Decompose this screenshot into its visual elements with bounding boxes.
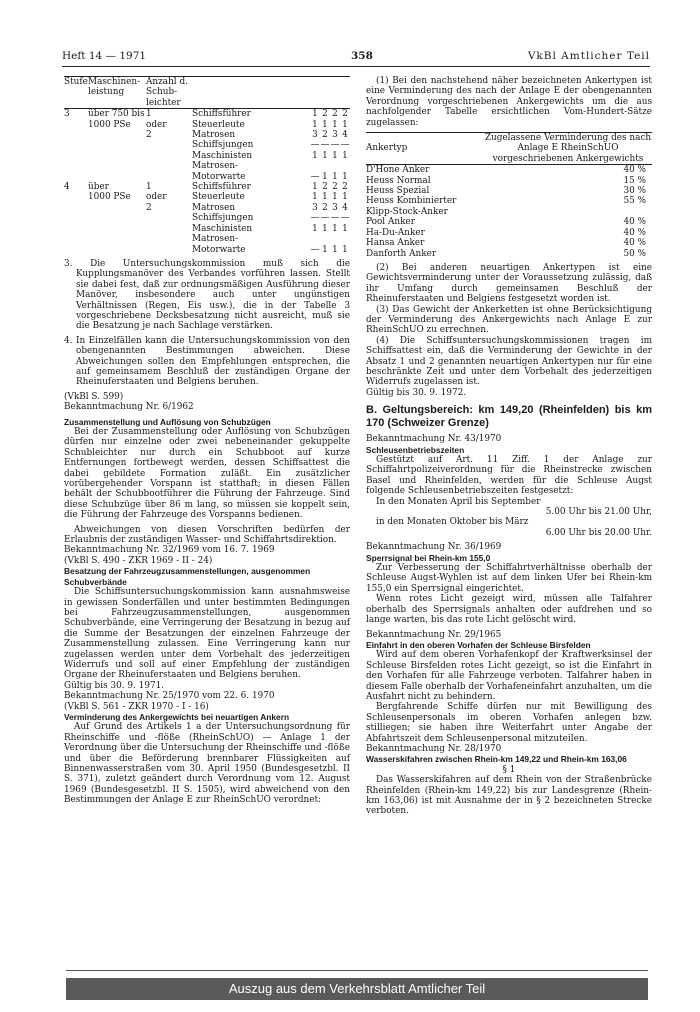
crew-cell <box>146 234 192 244</box>
crew-cell: 1 <box>332 119 338 130</box>
anchor-row <box>366 238 652 248</box>
hours-summer: 5.00 Uhr bis 21.00 Uhr, <box>545 507 652 518</box>
anchor-row <box>366 249 652 259</box>
crew-cell: Motorwarte <box>192 244 246 255</box>
right-column <box>366 76 652 817</box>
crew-cell: 1 <box>322 223 328 234</box>
anchor-row <box>366 176 652 186</box>
crew-cell: 1 <box>322 192 328 203</box>
crew-table-row <box>64 192 350 202</box>
text-schleusenbetriebszeiten: Gestützt auf Art. 11 Ziff. 1 der Anlage zur Schiffahrtpolizeiverordnung für die Rheinstrecke zwischen Basel und Rheinfelden, werden für die Schleuse Augst folgende Schleusenbetriebszeiten festgesetzt: <box>366 455 652 497</box>
crew-table-row <box>64 213 350 223</box>
crew-cell: 1 <box>342 171 348 182</box>
anchor-type: Danforth Anker <box>366 248 437 259</box>
anchor-type: Pool Anker <box>366 217 415 228</box>
anchor-table <box>366 132 652 259</box>
anchor-type: Ha-Du-Anker <box>366 227 425 238</box>
crew-cell: — <box>320 140 330 151</box>
crew-cell: Matrosen- <box>192 161 239 172</box>
anchor-reduction: 55 % <box>623 196 646 207</box>
months-summer: In den Monaten April bis September <box>376 496 541 507</box>
crew-cell <box>88 234 146 244</box>
anchor-intro: (1) Bei den nachstehend näher bezeichneten Ankertypen ist eine Verminderung des nach der Anlage E der obengenannten Verordnung vorgeschriebenen Ankergewichts um die aus nachfolgender Tabelle ersichtlichen Vom-Hundert-Sätze zugelassen: <box>366 76 652 128</box>
bekanntmachung-29-1965: Bekanntmachung Nr. 29/1965 <box>366 629 502 640</box>
crew-cell: 1 <box>342 150 348 161</box>
crew-cell: 3 <box>312 130 318 141</box>
crew-cell: Matrosen- <box>192 234 239 245</box>
footer-banner: Auszug aus dem Verkehrsblatt Amtlicher Teil <box>66 978 648 1000</box>
crew-cell <box>88 245 146 255</box>
anchor-header-type: Ankertyp <box>366 133 484 165</box>
bekanntmachung-36-1969: Bekanntmachung Nr. 36/1969 <box>366 542 502 553</box>
crew-cell: — <box>310 140 320 151</box>
anchor-reduction: 40 % <box>623 238 646 249</box>
crew-cell: Maschinisten <box>192 150 253 161</box>
bekanntmachung-28-1970: Bekanntmachung Nr. 28/1970 <box>366 743 502 754</box>
crew-cell <box>64 245 88 255</box>
crew-cell <box>64 192 88 202</box>
ref-490: (VkBl S. 490 - ZKR 1969 - II - 24) <box>64 555 213 566</box>
crew-cell <box>340 234 350 244</box>
crew-cell <box>146 224 192 234</box>
anchor-row <box>366 196 652 217</box>
crew-cell <box>64 120 88 130</box>
crew-cell: 1 <box>332 150 338 161</box>
crew-cell: 1 <box>342 192 348 203</box>
crew-cell <box>310 161 320 171</box>
crew-table-row <box>64 172 350 182</box>
anchor-row <box>366 186 652 196</box>
crew-table <box>64 76 350 255</box>
crew-cell <box>146 172 192 182</box>
crew-cell: 2 <box>146 202 152 213</box>
crew-cell <box>88 224 146 234</box>
crew-cell <box>146 213 192 223</box>
crew-header-anzahl: Anzahl d. Schub-leichter <box>146 77 192 109</box>
crew-cell <box>320 161 330 171</box>
text-wasserski: Das Wasserskifahren auf dem Rhein von der Straßenbrücke Rheinfelden (Rhein-km 149,22) bis zur Landesgrenze (Rhein-km 163,06) ist mit Ausnahme der in § 2 bezeichneten Strecke verboten. <box>366 775 652 817</box>
text-besatzung: Die Schiffsuntersuchungskommission kann ausnahmsweise in gewissen Sonderfällen und unter bestimmten Bedingungen bei Fahrzeugzusammenstellungen, ausgenommen Schubverbände, eine Verringerung der Besatzung in bezug auf die Summe der Besatzungen der einzelnen Fahrzeuge der Zusammenstellung zulassen. Eine Verringerung kann nur zugelassen werden unter dem Vorbehalt des jederzeitigen Widerrufs und soll auf einer Empfehlung der zuständigen Organe der Rheinuferstaaten und Belgiens beruhen. <box>64 587 350 681</box>
crew-cell: 3 <box>332 130 338 141</box>
crew-cell <box>64 234 88 244</box>
crew-cell: — <box>330 140 340 151</box>
crew-cell <box>64 172 88 182</box>
header-publication: VkBl Amtlicher Teil <box>527 50 650 62</box>
hours-winter: 6.00 Uhr bis 20.00 Uhr. <box>545 527 652 538</box>
anchor-reduction: 40 % <box>623 217 646 228</box>
section-b-heading: B. Geltungsbereich: km 149,20 (Rheinfelden) bis km 170 (Schweizer Grenze) <box>366 404 652 430</box>
crew-cell <box>64 161 88 171</box>
crew-cell: 4 <box>342 202 348 213</box>
paragraph-1-sign: § 1 <box>502 764 516 775</box>
header-rule <box>62 66 650 67</box>
crew-cell: 1000 PSe <box>88 119 131 130</box>
crew-cell: oder <box>146 119 167 130</box>
crew-cell: 3 <box>312 202 318 213</box>
months-winter: in den Monaten Oktober bis März <box>376 517 529 528</box>
crew-cell: Steuerleute <box>192 192 245 203</box>
crew-header-blank <box>192 77 350 109</box>
heading-ankergewicht: Verminderung des Ankergewichts bei neuartigen Ankern <box>64 711 290 722</box>
heading-wasserski: Wasserskifahren zwischen Rhein-km 149,22 und Rhein-km 163,06 <box>366 754 627 765</box>
anchor-type: Heuss Normal <box>366 175 431 186</box>
crew-cell: über <box>88 182 109 193</box>
anchor-reduction: 15 % <box>623 175 646 186</box>
crew-cell <box>146 140 192 150</box>
text-birsfelden-2: Bergfahrende Schiffe dürfen nur mit Bewilligung des Schleusenpersonals im oberen Vorhafen anlegen bzw. stilliegen; sie haben ihre Weiterfahrt unter Angabe der Abfahrtszeit dem Schleusenpersonal mitzuteilen. <box>366 702 652 744</box>
crew-cell: 1 <box>342 119 348 130</box>
crew-cell: über 750 bis <box>88 109 145 120</box>
crew-cell: Steuerleute <box>192 119 245 130</box>
crew-cell: — <box>310 171 320 182</box>
crew-cell <box>64 224 88 234</box>
page-header <box>62 50 650 64</box>
crew-table-row <box>64 109 350 120</box>
valid-1971: Gültig bis 30. 9. 1971. <box>64 680 165 691</box>
crew-cell: 2 <box>342 182 348 193</box>
crew-cell: Matrosen <box>192 202 236 213</box>
crew-table-row <box>64 120 350 130</box>
crew-cell <box>146 245 192 255</box>
crew-cell: 2 <box>146 130 152 141</box>
crew-cell <box>64 213 88 223</box>
crew-cell: 1 <box>146 182 152 193</box>
crew-table-row <box>64 130 350 140</box>
crew-cell: — <box>310 244 320 255</box>
crew-cell: 2 <box>322 182 328 193</box>
anchor-row <box>366 228 652 238</box>
valid-1972: Gültig bis 30. 9. 1972. <box>366 387 467 398</box>
text-ankergewicht: Auf Grund des Artikels 1 a der Untersuchungsordnung für Rheinschiffe und -flöße (RheinSchUO) — Anlage 1 der Verordnung über die Untersuchung der Rheinschiffe und -flöße und über die Beförderung brennbarer Flüssigkeiten auf Binnenwasserstraßen vom 30. April 1950 (Bundesgesetzbl. II S. 371), zuletzt geändert durch Verordnung vom 12. August 1969 (Bundesgesetzbl. II S. 1505), wird abweichend von den Bestimmungen der Anlage E zur RheinSchUO verordnet: <box>64 722 350 806</box>
anchor-reduction: 30 % <box>623 186 646 197</box>
anchor-reduction: 40 % <box>623 227 646 238</box>
anchor-row <box>366 217 652 227</box>
crew-cell: oder <box>146 192 167 203</box>
heading-schubzuege: Zusammenstellung und Auflösung von Schubzügen <box>64 416 271 427</box>
crew-cell: 2 <box>332 182 338 193</box>
crew-header-stufe: Stufe <box>64 77 88 109</box>
anchor-para-2: (2) Bei anderen neuartigen Ankertypen ist eine Gewichtsverminderung unter der Voraussetzung zulässig, daß ihr Umfang durch gemeinsamen Beschluß der Rheinuferstaaten und Belgiens festgesetzt worden ist. <box>366 262 652 305</box>
item-3: 3. Die Untersuchungskommission muß sich die Kupplungsmanöver des Verbandes vorführen lassen. Stellt sie dabei fest, daß zur ordnungsmäßigen Ausführung dieser Manöver, insbesondere auch unter ungünstigen Verhältnissen (Regen, Eis usw.), die in der Tabelle 3 vorgeschriebene Decksbesatzung nicht ausreicht, muß sie die Besatzung je nach Sachlage verstärken. <box>64 258 350 332</box>
heading-birsfelden: Einfahrt in den oberen Vorhafen der Schleuse Birsfelden <box>366 639 591 650</box>
heading-besatzung: Besatzung der Fahrzeugzusammenstellungen, ausgenommen Schubverbände <box>64 566 311 587</box>
crew-cell: 1 <box>312 223 318 234</box>
anchor-table-header <box>366 133 652 165</box>
crew-cell: 1 <box>332 244 338 255</box>
left-column <box>64 76 350 806</box>
anchor-reduction: 50 % <box>623 248 646 259</box>
crew-table-header <box>64 77 350 109</box>
page-number: 358 <box>351 50 373 62</box>
crew-cell: Motorwarte <box>192 171 246 182</box>
crew-cell: 1 <box>322 150 328 161</box>
crew-table-row <box>64 203 350 213</box>
crew-cell: 1000 PSe <box>88 192 131 203</box>
anchor-reduction: 40 % <box>623 165 646 176</box>
crew-table-row <box>64 140 350 150</box>
crew-cell: 3 <box>64 109 70 120</box>
anchor-para-3: (3) Das Gewicht der Ankerketten ist ohne Berücksichtigung der Verminderung des Ankergewichts nach Anlage E zur RheinSchUO zu errechnen. <box>366 304 652 336</box>
crew-cell: Schiffsführer <box>192 109 251 120</box>
crew-cell: 1 <box>332 192 338 203</box>
crew-cell: 3 <box>332 202 338 213</box>
crew-cell: Schiffsjungen <box>192 213 254 224</box>
crew-cell: 1 <box>342 223 348 234</box>
crew-table-row <box>64 245 350 255</box>
bekanntmachung-32-1969: Bekanntmachung Nr. 32/1969 vom 16. 7. 1969 <box>64 545 275 556</box>
crew-cell: 2 <box>322 130 328 141</box>
crew-cell <box>88 140 146 150</box>
crew-cell <box>88 130 146 140</box>
crew-table-row <box>64 182 350 192</box>
anchor-type: Hansa Anker <box>366 238 425 249</box>
crew-cell: 4 <box>64 182 70 193</box>
crew-table-row <box>64 161 350 171</box>
bekanntmachung-6-1962: Bekanntmachung Nr. 6/1962 <box>64 402 194 413</box>
crew-cell: 1 <box>312 119 318 130</box>
ref-599: (VkBl S. 599) <box>64 391 124 402</box>
crew-cell: 1 <box>146 109 152 120</box>
anchor-type: Heuss Spezial <box>366 186 430 197</box>
crew-cell <box>88 213 146 223</box>
anchor-header-reduction: Zugelassene Verminderung des nach Anlage E RheinSchUO vorgeschriebenen Ankergewichts <box>484 133 652 164</box>
crew-cell <box>146 151 192 161</box>
crew-cell <box>320 234 330 244</box>
crew-cell <box>88 172 146 182</box>
crew-cell: Matrosen <box>192 130 236 141</box>
anchor-type: D'Hone Anker <box>366 165 430 176</box>
crew-cell <box>340 161 350 171</box>
crew-cell: 4 <box>342 130 348 141</box>
crew-cell: 1 <box>312 192 318 203</box>
bekanntmachung-43-1970: Bekanntmachung Nr. 43/1970 <box>366 434 502 445</box>
crew-cell: 1 <box>322 119 328 130</box>
crew-table-row <box>64 234 350 244</box>
crew-cell: 2 <box>322 109 328 120</box>
crew-cell: 2 <box>332 109 338 120</box>
crew-cell: Schiffsführer <box>192 182 251 193</box>
crew-cell: 1 <box>312 150 318 161</box>
crew-cell <box>88 161 146 171</box>
crew-table-row <box>64 151 350 161</box>
crew-cell <box>146 161 192 171</box>
text-birsfelden-1: Wird auf dem oberen Vorhafenkopf der Kraftwerksinsel der Schleuse Birsfelden rotes Licht gezeigt, so ist die Einfahrt in den Vorhafen für alle Fahrzeuge verboten. Talfahrer haben in diesem Falle oberhalb der Vorhafeneinfahrt anzuhalten, um die Ausfahrt nicht zu behindern. <box>366 650 652 702</box>
crew-cell: Maschinisten <box>192 223 253 234</box>
crew-cell <box>88 203 146 213</box>
crew-cell <box>64 140 88 150</box>
crew-cell: — <box>330 213 340 224</box>
crew-cell <box>330 234 340 244</box>
crew-cell <box>64 130 88 140</box>
bekanntmachung-25-1970: Bekanntmachung Nr. 25/1970 vom 22. 6. 1970 <box>64 691 275 702</box>
crew-cell <box>330 161 340 171</box>
crew-cell <box>310 234 320 244</box>
crew-cell: 1 <box>312 182 318 193</box>
anchor-type: Heuss Kombinierter Klipp-Stock-Anker <box>366 196 457 217</box>
crew-cell: 2 <box>342 109 348 120</box>
text-schubzuege: Bei der Zusammenstellung oder Auflösung von Schubzügen dürfen nur einzelne oder zwei nebeneinander gekuppelte Schubleichter nur durch ein Schubboot auf kurze Entfernungen fortbewegt werden, dessen Schiffsattest die dabei gebildete Formation zuläßt. Ein zusätzlicher vorübergehender Vorspann ist statthaft; in diesen Fällen behält der Schubbootführer die Führung der Fahrzeuge. Sind diese Schubzüge über 86 m lang, so müssen sie koppelt sein, die Führung der Fahrzeuge des Vorspanns bedienen. <box>64 427 350 521</box>
crew-header-leistung: Maschinen-leistung <box>88 77 146 109</box>
crew-cell: — <box>320 213 330 224</box>
heading-schleusenbetriebszeiten: Schleusenbetriebszeiten <box>366 444 465 455</box>
anchor-row <box>366 165 652 176</box>
crew-cell: 1 <box>342 244 348 255</box>
text-sperrsignal-2: Wenn rotes Licht gezeigt wird, müssen alle Talfahrer oberhalb des Sperrsignals anhalten oder aufdrehen und so lange warten, bis das rote Licht gelöscht wird. <box>366 594 652 626</box>
crew-cell: Schiffsjungen <box>192 140 254 151</box>
crew-cell: — <box>340 140 350 151</box>
crew-cell: 2 <box>322 202 328 213</box>
crew-table-row <box>64 224 350 234</box>
footer-rule <box>66 970 648 971</box>
text-sperrsignal-1: Zur Verbesserung der Schiffahrtverhältnisse oberhalb der Schleuse Augst-Wyhlen ist auf dem linken Ufer bei Rhein-km 155,0 ein Sperrsignal eingerichtet. <box>366 563 652 594</box>
crew-cell <box>64 151 88 161</box>
crew-cell: 1 <box>332 223 338 234</box>
crew-cell: 1 <box>322 244 328 255</box>
crew-cell <box>64 203 88 213</box>
crew-cell: — <box>340 213 350 224</box>
heading-sperrsignal: Sperrsignal bei Rhein-km 155,0 <box>366 552 491 563</box>
item-4: 4. In Einzelfällen kann die Untersuchungskommission von den obengenannten Bestimmungen abweichen. Diese Abweichungen sollen den Empfehlungen entsprechen, die auf gemeinsamem Beschluß der zuständigen Organe der Rheinuferstaaten und Belgiens beruhen. <box>64 335 350 388</box>
text-abweichungen: Abweichungen von diesen Vorschriften bedürfen der Erlaubnis der zuständigen Wasser- und Schiffahrtsdirektion. <box>64 524 350 546</box>
crew-cell: 1 <box>312 109 318 120</box>
header-issue: Heft 14 — 1971 <box>62 50 147 62</box>
ref-561: (VkBl S. 561 - ZKR 1970 - I - 16) <box>64 701 209 712</box>
crew-cell: 1 <box>332 171 338 182</box>
crew-cell <box>88 151 146 161</box>
crew-cell: — <box>310 213 320 224</box>
crew-cell: 1 <box>322 171 328 182</box>
anchor-para-4: (4) Die Schiffsuntersuchungskommissionen tragen im Schiffsattest ein, daß die Verminderung der Gewichte in der Absatz 1 und 2 genannten neuartigen Ankertypen nur für eine beschränkte Zeit und unter dem Vorbehalt des jederzeitigen Widerrufs zugelassen ist. <box>366 335 652 388</box>
